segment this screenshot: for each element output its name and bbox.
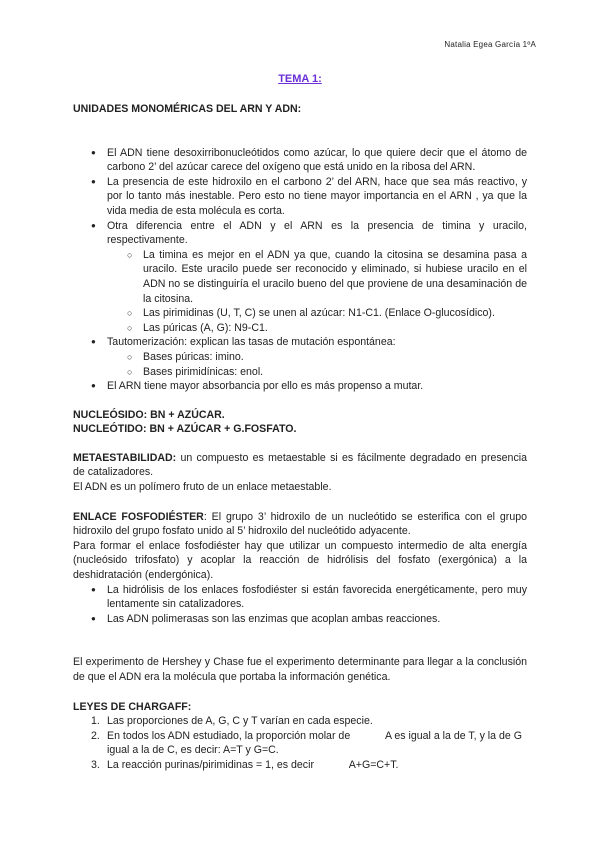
document-body	[73, 102, 527, 773]
list-item: ● El ADN tiene desoxirribonucleótidos como azúcar, lo que quiere decir que el átomo de carbono 2’ del azúcar carece del oxígeno que está unido en la ribosa del ARN.	[91, 146, 527, 175]
sublist-item: ○ Las púricas (A, G): N9-C1.	[127, 321, 527, 336]
list-item	[91, 219, 527, 336]
list-item	[91, 758, 527, 773]
nucleotido-definition: NUCLEÓTIDO: BN + AZÚCAR + G.FOSFATO.	[73, 423, 297, 436]
page-title: TEMA 1:	[278, 73, 322, 85]
list-item	[91, 335, 527, 379]
hershey-paragraph: El experimento de Hershey y Chase fue el experimento determinante para llegar a la conclusión de que el ADN era la molécula que portaba la información genética.	[73, 656, 527, 683]
bullet-list-unidades	[91, 146, 527, 394]
bullet-list-enlace	[91, 583, 527, 627]
list-item: ● El ARN tiene mayor absorbancia por ello es más propenso a mutar.	[91, 379, 527, 394]
metaestabilidad-paragraph	[73, 451, 527, 480]
list-number: 2.	[91, 729, 100, 742]
enlace-paragraph-2: Para formar el enlace fosfodiéster hay que utilizar un compuesto intermedio de alta energía (nucleósido trifosfato) y acoplar la reacción de hidrólisis del fosfato (exergónica) a la deshidratación (endergónica).	[73, 539, 527, 582]
list-item-text: Las proporciones de A, G, C y T varían en cada especie.	[107, 715, 373, 728]
list-item-text: ● Tautomerización: explican las tasas de mutación espontánea:	[107, 336, 396, 349]
list-item: ● La presencia de este hidroxilo en el carbono 2’ del ARN, hace que sea más reactivo, y por lo tanto más inestable. Pero esto no tiene mayor importancia en el ARN , ya que la vida media de esta molécula es corta.	[91, 175, 527, 219]
metaestabilidad-text: un compuesto es metaestable si es fácilmente degradado en presencia de catalizadores.	[73, 451, 527, 479]
sublist-diferencias	[127, 248, 527, 336]
list-item-text: La reacción purinas/pirimidinas = 1, es decir A+G=C+T.	[107, 758, 399, 771]
sublist-item: ○ Las pirimidinas (U, T, C) se unen al azúcar: N1-C1. (Enlace O-glucosídico).	[127, 306, 527, 321]
enlace-term: ENLACE FOSFODIÉSTER	[73, 510, 204, 523]
sublist-item: ○ La timina es mejor en el ADN ya que, cuando la citosina se desamina pasa a uracilo. Este uracilo puede ser reconocido y eliminado, si hubiese uracilo en el ADN no se distinguiría el uracilo bueno del que proviene de una desaminación de la citosina.	[127, 248, 527, 306]
list-number: 3.	[91, 758, 100, 771]
section-heading-unidades: UNIDADES MONOMÉRICAS DEL ARN Y ADN:	[73, 103, 302, 115]
metaestabilidad-term: METAESTABILIDAD:	[73, 451, 177, 464]
section-heading-chargaff: LEYES DE CHARGAFF:	[73, 700, 192, 713]
sublist-tautomerizacion	[127, 350, 527, 379]
list-item: ● La hidrólisis de los enlaces fosfodiéster si están favorecida energéticamente, pero muy lentamente sin catalizadores.	[91, 583, 527, 612]
list-item-text: ● Otra diferencia entre el ADN y el ARN es la presencia de timina y uracilo, respectivamente.	[107, 219, 527, 247]
enlace-text: : El grupo 3’ hidroxilo de un nucleótido se esterifica con el grupo hidroxilo del grupo fosfato unido al 5’ hidroxilo del nucleótido adyacente.	[73, 510, 527, 538]
sublist-item: ○ Bases púricas: imino.	[127, 350, 527, 365]
metaestabilidad-line2: El ADN es un polímero fruto de un enlace metaestable.	[73, 481, 332, 494]
nucleosido-definition: NUCLEÓSIDO: BN + AZÚCAR.	[73, 408, 225, 421]
sublist-item: ○ Bases pirimidínicas: enol.	[127, 365, 527, 380]
list-number: 1.	[91, 715, 100, 728]
list-item: ● Las ADN polimerasas son las enzimas que acoplan ambas reacciones.	[91, 612, 527, 627]
list-item-text: En todos los ADN estudiado, la proporción molar de A es igual a la de T, y la de G igual a la de C, es decir: A=T y G=C.	[107, 729, 525, 757]
numbered-list-chargaff	[91, 714, 527, 772]
enlace-paragraph	[73, 510, 527, 539]
author-header: Natalia Egea García 1ºA	[444, 40, 536, 49]
list-item	[91, 714, 527, 729]
list-item	[91, 729, 527, 758]
